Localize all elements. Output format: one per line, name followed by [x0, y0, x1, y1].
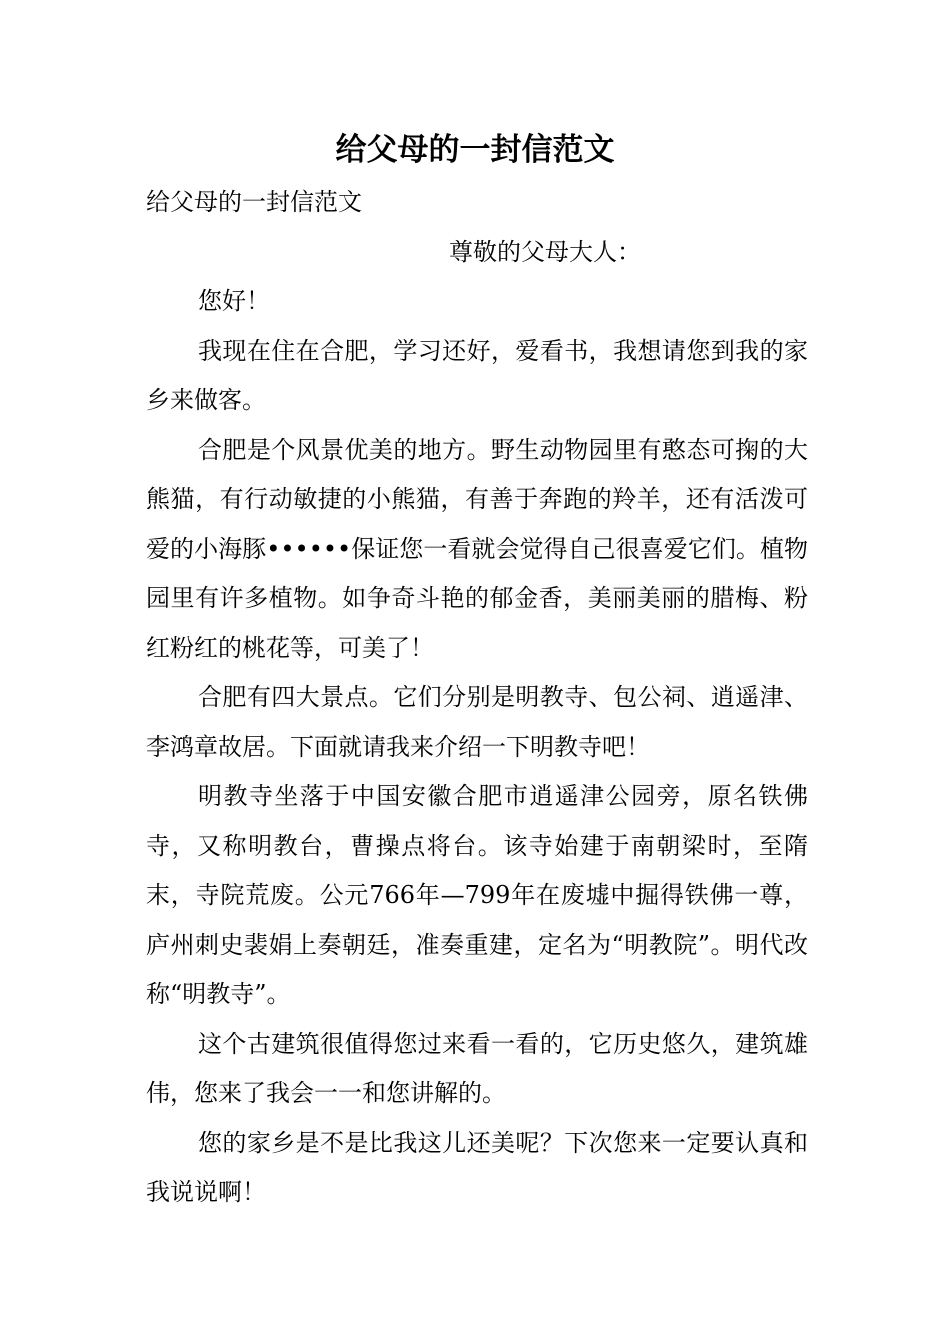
paragraph-mingjiao-temple: 明教寺坐落于中国安徽合肥市逍遥津公园旁，原名铁佛寺，又称明教台，曹操点将台。该寺始建于南朝梁时，至隋末，寺院荒废。公元766年—799年在废墟中掘得铁佛一尊，庐州刺史裴娟上奏朝廷，准奏重建，定名为“明教院”。明代改称“明教寺”。 [146, 782, 808, 1008]
document-title: 给父母的一封信范文 [335, 132, 615, 168]
paragraph-attractions: 合肥有四大景点。它们分别是明教寺、包公祠、逍遥津、李鸿章故居。下面就请我来介绍一下明教寺吧！ [146, 683, 808, 761]
paragraph-scenery: 合肥是个风景优美的地方。野生动物园里有憨态可掬的大熊猫，有行动敏捷的小熊猫，有善于奔跑的羚羊，还有活泼可爱的小海豚••••••保证您一看就会觉得自己很喜爱它们。植物园里有许多植物。如争奇斗艳的郁金香，美丽美丽的腊梅、粉红粉红的桃花等，可美了！ [146, 435, 808, 662]
paragraph-invitation: 我现在住在合肥，学习还好，爱看书，我想请您到我的家乡来做客。 [146, 336, 808, 414]
paragraph-closing: 您的家乡是不是比我这儿还美呢？下次您来一定要认真和我说说啊！ [146, 1128, 808, 1206]
paragraph-ancient-building: 这个古建筑很值得您过来看一看的，它历史悠久，建筑雄伟，您来了我会一一和您讲解的。 [146, 1029, 808, 1107]
letter-body [146, 178, 808, 1218]
letter-salutation: 尊敬的父母大人： [449, 237, 641, 266]
document-subtitle: 给父母的一封信范文 [146, 188, 362, 216]
paragraph-greeting: 您好！ [198, 287, 270, 315]
